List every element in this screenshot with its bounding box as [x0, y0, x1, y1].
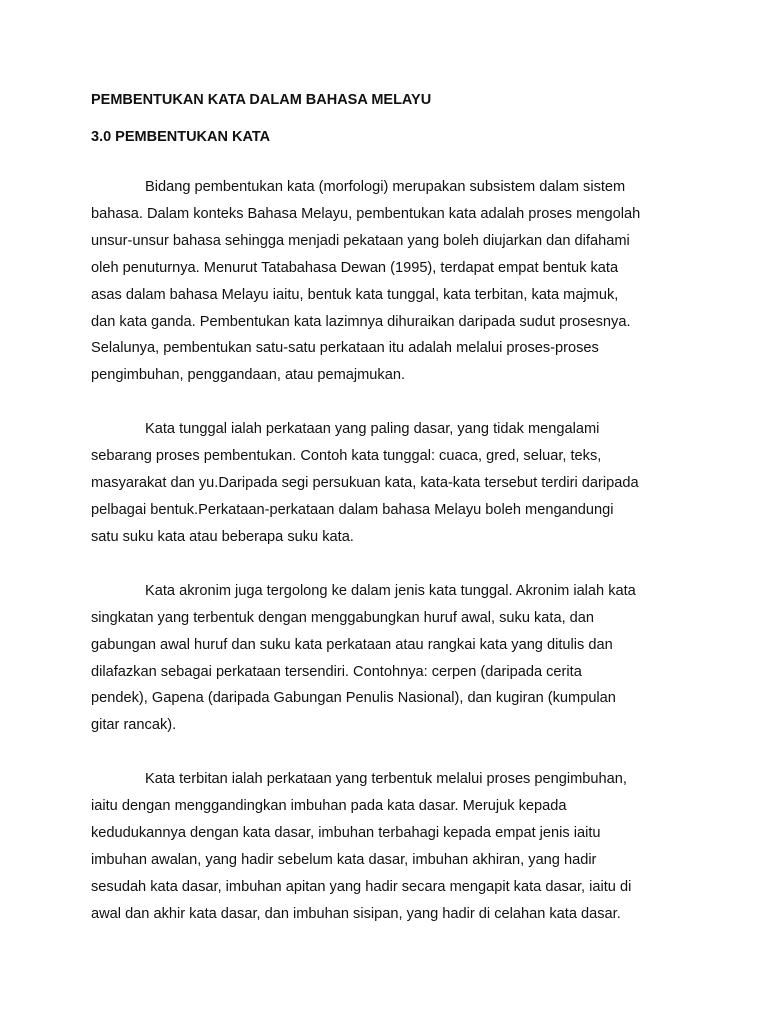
paragraph-line: pengimbuhan, penggandaan, atau pemajmukan. — [91, 367, 406, 384]
paragraph-line: awal dan akhir kata dasar, dan imbuhan sisipan, yang hadir di celahan kata dasar. — [91, 905, 621, 922]
paragraph-line: Bidang pembentukan kata (morfologi) merupakan subsistem dalam sistem — [145, 179, 626, 195]
paragraph-line: dan kata ganda. Pembentukan kata lazimnya dihuraikan daripada sudut prosesnya. — [91, 313, 631, 330]
paragraph-line: singkatan yang terbentuk dengan menggabungkan huruf awal, suku kata, dan — [91, 609, 595, 626]
paragraph-line: asas dalam bahasa Melayu iaitu, bentuk kata tunggal, kata terbitan, kata majmuk, — [91, 286, 619, 303]
paragraph-line: Selalunya, pembentukan satu-satu perkataan itu adalah melalui proses-proses — [91, 340, 599, 357]
paragraph-line: sebarang proses pembentukan. Contoh kata tunggal: cuaca, gred, seluar, teks, — [91, 448, 602, 465]
paragraph-line: sesudah kata dasar, imbuhan apitan yang hadir secara mengapit kata dasar, iaitu di — [91, 878, 632, 895]
paragraph-line: masyarakat dan yu.Daripada segi persukuan kata, kata-kata tersebut terdiri daripada — [91, 475, 639, 492]
paragraph-line: Kata akronim juga tergolong ke dalam jenis kata tunggal. Akronim ialah kata — [145, 582, 636, 599]
paragraph-line: Kata tunggal ialah perkataan yang paling dasar, yang tidak mengalami — [145, 421, 600, 438]
paragraph-line: unsur-unsur bahasa sehingga menjadi pekataan yang boleh diujarkan dan difahami — [91, 232, 630, 249]
document-title: PEMBENTUKAN KATA DALAM BAHASA MELAYU — [91, 92, 432, 108]
paragraph-line: pelbagai bentuk.Perkataan-perkataan dalam bahasa Melayu boleh mengandungi — [91, 501, 614, 518]
paragraph-line: satu suku kata atau beberapa suku kata. — [91, 528, 354, 545]
paragraph-line: kedudukannya dengan kata dasar, imbuhan terbahagi kepada empat jenis iaitu — [91, 825, 601, 842]
paragraph-kata-tunggal — [91, 416, 681, 551]
paragraph-line: dilafazkan sebagai perkataan tersendiri. Contohnya: cerpen (daripada cerita — [91, 663, 582, 680]
paragraph-line: bahasa. Dalam konteks Bahasa Melayu, pembentukan kata adalah proses mengolah — [91, 205, 641, 222]
paragraph-line: iaitu dengan menggandingkan imbuhan pada kata dasar. Merujuk kepada — [91, 798, 567, 815]
paragraph-line: gabungan awal huruf dan suku kata perkataan atau rangkai kata yang ditulis dan — [91, 636, 613, 653]
paragraph-line: pendek), Gapena (daripada Gabungan Penulis Nasional), dan kugiran (kumpulan — [91, 690, 616, 707]
paragraph-line: oleh penuturnya. Menurut Tatabahasa Dewan (1995), terdapat empat bentuk kata — [91, 259, 619, 276]
paragraph-line: gitar rancak). — [91, 717, 177, 734]
paragraph-kata-terbitan — [91, 766, 681, 927]
paragraph-line: imbuhan awalan, yang hadir sebelum kata dasar, imbuhan akhiran, yang hadir — [91, 851, 597, 868]
paragraph-akronim — [91, 578, 681, 739]
paragraph-line: Kata terbitan ialah perkataan yang terbentuk melalui proses pengimbuhan, — [145, 771, 627, 788]
section-heading: 3.0 PEMBENTUKAN KATA — [91, 129, 271, 145]
paragraph-morfologi — [91, 174, 681, 389]
